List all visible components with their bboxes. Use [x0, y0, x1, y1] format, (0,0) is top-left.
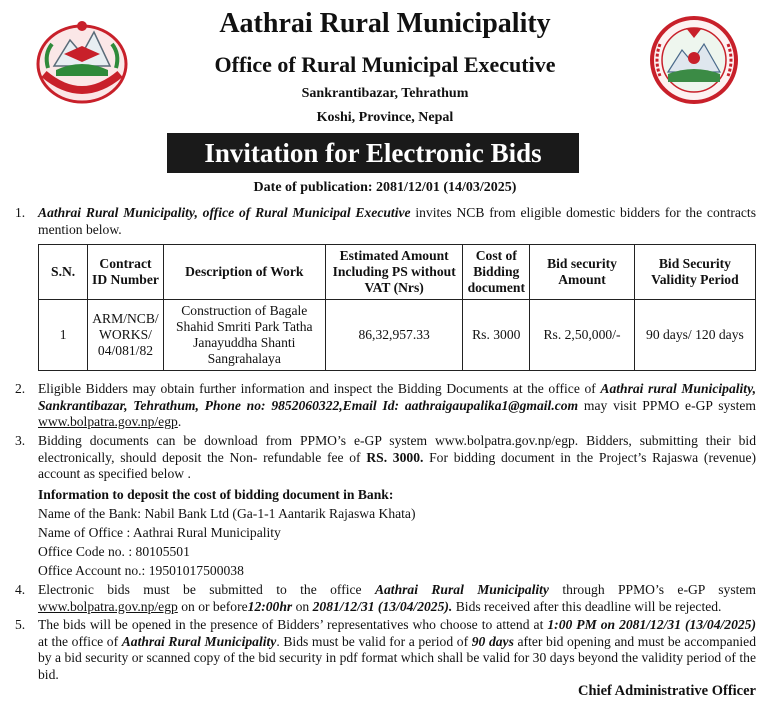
item-2-text-c: . — [177, 414, 182, 429]
cell-contract-id: ARM/NCB/ WORKS/ 04/081/82 — [88, 300, 163, 371]
item-2-text-b: may visit PPMO e-GP system — [578, 397, 756, 413]
item-5-number: 5. — [15, 617, 26, 632]
cell-validity-period: 90 days/ 120 days — [634, 300, 755, 371]
header-bid-security: Bid security Amount — [530, 245, 635, 300]
item-2-text — [38, 381, 756, 431]
item-4-text-e: Bids received after this deadline will be rejected. — [452, 598, 722, 614]
item-3-text-b: For bidding document in the Project’s Rajaswa (revenue) account as specified below . — [38, 449, 757, 481]
header-cost-document: Cost of Bidding document — [463, 245, 530, 300]
item-4-number: 4. — [15, 582, 26, 597]
signature: Chief Administrative Officer — [578, 683, 756, 699]
item-2-number: 2. — [15, 381, 26, 396]
office-title: Office of Rural Municipal Executive — [214, 52, 556, 77]
item-4-office: Aathrai Rural Municipality — [374, 582, 549, 597]
item-5-text — [38, 617, 756, 683]
header-description: Description of Work — [163, 245, 325, 300]
item-3-text-a: Bidding documents can be download from PPMO’s e-GP system www.bolpatra.gov.np/egp. Bidders, submitting their bid electronically, should deposit the Non- refundable fee of — [38, 433, 756, 465]
item-5-text-a: The bids will be opened in the presence of Bidders’ representatives who choose to attend at — [38, 617, 548, 632]
item-4-text — [38, 582, 756, 615]
bank-info-heading: Information to deposit the cost of bidding document in Bank: — [38, 487, 394, 502]
item-5-text-b: at the office of — [38, 633, 122, 649]
egp-link-2[interactable]: www.bolpatra.gov.np/egp — [38, 598, 178, 614]
table-header-row — [39, 245, 756, 300]
item-2-text-a: Eligible Bidders may obtain further information and inspect the Bidding Documents at the office of — [38, 381, 601, 396]
item-5-opening-time: 1:00 PM on 2081/12/31 (13/04/2025) — [547, 617, 757, 632]
bank-name: Name of the Bank: Nabil Bank Ltd (Ga-1-1 Aantarik Rajaswa Khata) — [38, 506, 416, 521]
address-line-1: Sankrantibazar, Tehrathum — [301, 86, 469, 101]
item-5-text-d: after bid opening and must be accompanied by a bid security or scanned copy of the bid security in pdf format which shall be valid for 30 days beyond the validity period of the bid. — [38, 633, 756, 682]
municipality-title: Aathrai Rural Municipality — [219, 8, 551, 39]
header-validity-period: Bid Security Validity Period — [634, 245, 755, 300]
item-4-text-c: on or before — [177, 598, 248, 614]
cell-estimated-amount: 86,32,957.33 — [325, 300, 463, 371]
item-3-number: 3. — [15, 433, 26, 448]
cell-description: Construction of Bagale Shahid Smriti Park Tatha Janayuddha Shanti Sangrahalaya — [163, 300, 325, 371]
item-4-text-d: on — [292, 598, 313, 614]
header-estimated-amount: Estimated Amount Including PS without VAT (Nrs) — [325, 245, 463, 300]
item-1-lead: Aathrai Rural Municipality, office of Rural Municipal Executive — [38, 205, 411, 220]
item-5-office: Aathrai Rural Municipality — [121, 633, 277, 649]
item-4-date: 2081/12/31 (13/04/2025). — [312, 598, 453, 614]
publication-date: Date of publication: 2081/12/01 (14/03/2025) — [253, 180, 517, 195]
contracts-table — [38, 244, 756, 371]
invitation-banner: Invitation for Electronic Bids — [167, 133, 579, 173]
cell-sn: 1 — [39, 300, 88, 371]
header-sn: S.N. — [39, 245, 88, 300]
office-account: Office Account no.: 19501017500038 — [38, 563, 244, 578]
item-1-number: 1. — [15, 205, 26, 220]
table-row — [39, 300, 756, 371]
item-4-text-b: through PPMO’s e-GP system — [548, 582, 756, 597]
item-4-time: 12:00hr — [247, 598, 293, 614]
item-4-text-a: Electronic bids must be submitted to the office — [38, 582, 375, 597]
item-3-text — [38, 433, 756, 483]
item-5-validity: 90 days — [471, 633, 514, 649]
office-name: Name of Office : Aathrai Rural Municipality — [38, 525, 281, 540]
item-1-text — [38, 205, 756, 238]
address-line-2: Koshi, Province, Nepal — [316, 110, 454, 125]
item-2-contact: Aathrai rural Municipality, Sankrantibazar, Tehrathum, Phone no: 9852060322,Email Id: aathraigaupalika1@gmail.com — [38, 381, 756, 413]
office-code: Office Code no. : 80105501 — [38, 544, 190, 559]
egp-link[interactable]: www.bolpatra.gov.np/egp — [38, 414, 178, 429]
cell-bid-security: Rs. 2,50,000/- — [530, 300, 635, 371]
item-1-rest: invites NCB from eligible domestic bidders for the contracts mention below. — [38, 205, 757, 237]
header-contract-id: Contract ID Number — [88, 245, 163, 300]
item-5-text-c: . Bids must be valid for a period of — [276, 633, 472, 649]
cell-cost-document: Rs. 3000 — [463, 300, 530, 371]
item-3-fee: RS. 3000. — [366, 449, 424, 465]
